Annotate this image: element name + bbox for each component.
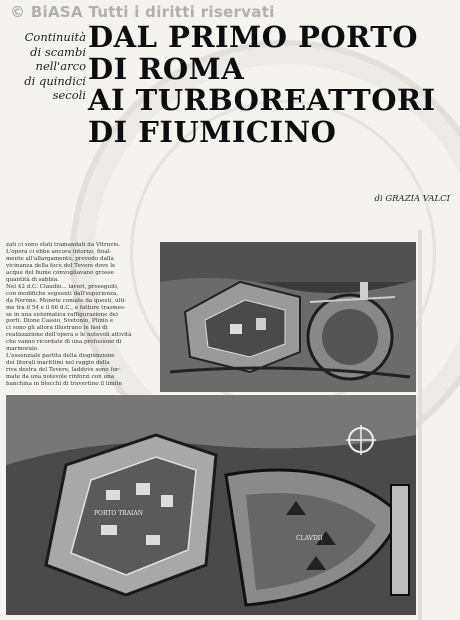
title-line: DI FIUMICINO [88, 114, 337, 149]
body-text-line: riva destra del Tevere, laddove sono for- [6, 367, 121, 374]
body-text-line: me tra il 54 e il 66 d.C., e fatture trasmes- [6, 304, 126, 311]
body-text-line: banchina in blocchi di travertino il limite [6, 381, 123, 388]
body-text-line: porti. Dione Cassio, Svetonio, Plinio e [6, 318, 114, 325]
engraving-label-clavdii: CLAVDII [296, 535, 323, 542]
port-of-claudius-engraving-photo [6, 395, 416, 615]
body-text-line: acque del fiume convogliavano grosse [6, 269, 114, 276]
article-subtitle [6, 30, 86, 103]
author-byline: di GRAZIA VALCI [374, 194, 450, 204]
subtitle-line: secoli [52, 88, 86, 102]
harbor-engraving-photo [160, 242, 416, 392]
body-text-line: mate da una notevole rinforzi con una [6, 374, 115, 381]
title-line: DI ROMA [88, 51, 245, 86]
subtitle-line: di scambi [30, 44, 86, 59]
subtitle-line: di quindici [24, 73, 86, 88]
title-line: DAL PRIMO PORTO [88, 20, 419, 54]
body-text-line: mente all'allargamento, prevedo dalla [6, 255, 114, 262]
body-text-line: L'essenziale partita della disgiunzione [6, 353, 115, 360]
engraving-label-porto-traian: PORTO TRAIAN [94, 510, 144, 517]
body-text-line: vicinanza della foce del Tevere dove le [6, 262, 116, 269]
body-text-line: marmorale. [6, 346, 39, 353]
port-of-claudius-illustration [6, 395, 416, 615]
body-text-line: da Nerone. Monete coniate da questi, ulti- [6, 297, 127, 304]
subtitle-line: nell'arco [35, 59, 86, 73]
article-title [88, 22, 458, 148]
body-text-line: dei litorali marittimi nel raggio della [6, 360, 110, 367]
body-text-line: che vanno ricordate di una profusione di [6, 339, 122, 346]
body-text-line: con modifiche seguenti dall'esperienza, [6, 290, 119, 297]
body-text-line: zati ci sono stati tramandati da Vitruvio. [6, 242, 121, 248]
body-text-line: realizzazione dell'opera e le notevoli attività [6, 332, 132, 339]
body-text-line: Nel 42 d.C. Claudio... lavori, proseguiti, [6, 283, 119, 290]
copyright-watermark: © BiASA Tutti i diritti riservati [10, 3, 275, 21]
title-line: AI TURBOREATTORI [88, 83, 436, 117]
article-body-text [6, 242, 156, 388]
page-edge [418, 230, 422, 620]
harbor-engraving-illustration [160, 242, 416, 392]
body-text-line: L'opera ci ebbe ancora intorno, final- [6, 248, 112, 255]
body-text-line: quantità di sabbia. [6, 276, 59, 283]
body-text-line: ci sono gli allora illustrano le fasi di [6, 325, 108, 332]
body-text-line: se in una sistematica raffigurazione dei [6, 311, 118, 318]
subtitle-line: Continuità [24, 30, 86, 44]
